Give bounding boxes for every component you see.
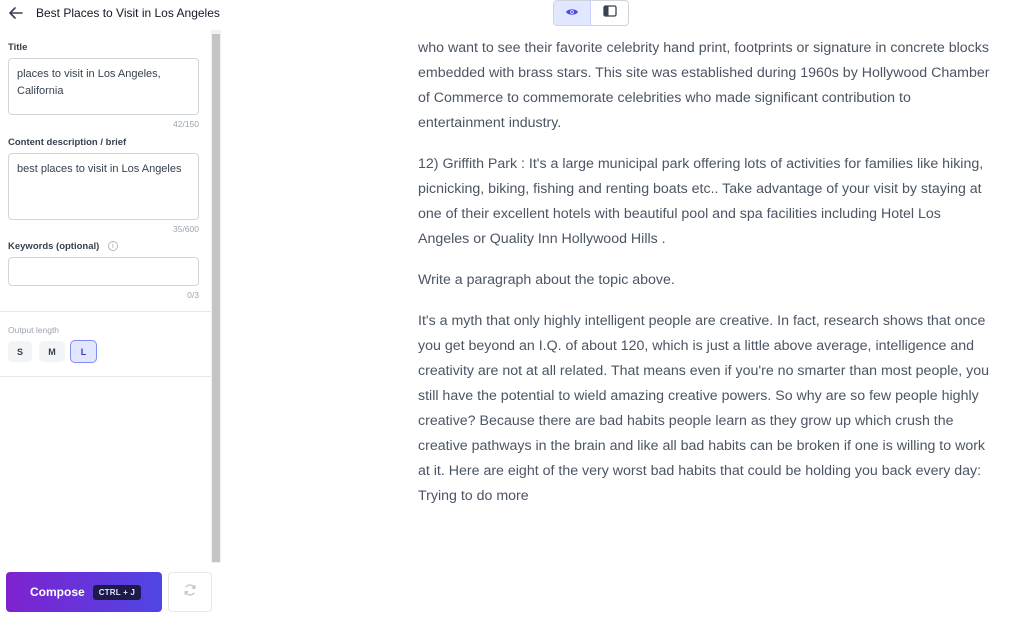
settings-panel [0, 30, 211, 563]
keywords-input[interactable] [8, 257, 199, 286]
keywords-count: 0/3 [187, 290, 199, 300]
size-button-s[interactable]: S [8, 341, 32, 362]
divider [0, 311, 211, 312]
keywords-label-text: Keywords (optional) [8, 241, 100, 252]
content-paragraph: Write a paragraph about the topic above. [418, 272, 675, 288]
refresh-icon [183, 583, 197, 602]
compose-button[interactable] [6, 572, 162, 612]
content-paragraph: who want to see their favorite celebrity hand print, footprints or signature in concrete blocks embedded with brass stars. This site was established during 1960s by Hollywood Chamber of Commerce to commemorate celebrities who made significant contribution to entertainment industry. [418, 40, 990, 131]
brief-label: Content description / brief [8, 137, 127, 148]
content-paragraph: 12) Griffith Park : It's a large municipal park offering lots of activities for families like hiking, picnicking, biking, fishing and renting boats etc.. Take advantage of your visit by staying at one of their excellent hotels with beautiful pool and spa facilities including Hotel Los Angeles or Quality Inn Hollywood Hills . [418, 156, 984, 247]
title-input[interactable]: places to visit in Los Angeles, California [8, 58, 199, 115]
compose-label: Compose [30, 585, 85, 599]
output-length-label: Output length [8, 325, 60, 335]
info-icon[interactable]: i [108, 241, 118, 251]
generated-content [418, 20, 993, 525]
title-char-count: 42/150 [173, 119, 199, 129]
divider [0, 376, 211, 377]
size-button-l[interactable]: L [70, 340, 97, 363]
brief-char-count: 35/600 [173, 224, 199, 234]
brief-input[interactable]: best places to visit in Los Angeles [8, 153, 199, 220]
document-title: Best Places to Visit in Los Angeles [36, 6, 220, 20]
content-paragraph: It's a myth that only highly intelligent people are creative. In fact, research shows that once you get beyond an I.Q. of about 120, which is just a little above average, intelligence and creativity are not at all related. That means even if you're no smarter than most people, you still have the potential to wield amazing creative powers. So why are so few people highly creative? Because there are bad habits people learn as they grow up which crush the creative pathways in the brain and like all bad habits can be broken if one is willing to work at it. Here are eight of the very worst bad habits that could be holding you back every day: Trying to do more [418, 313, 990, 504]
back-arrow-icon[interactable] [6, 3, 26, 23]
size-button-m[interactable]: M [39, 341, 65, 362]
panel-scrollbar[interactable] [211, 30, 221, 563]
scrollbar-thumb[interactable] [212, 34, 220, 562]
title-label: Title [8, 42, 28, 53]
compose-shortcut-badge: CTRL + J [93, 585, 141, 600]
keywords-label [8, 241, 118, 252]
regenerate-button[interactable] [168, 572, 212, 612]
